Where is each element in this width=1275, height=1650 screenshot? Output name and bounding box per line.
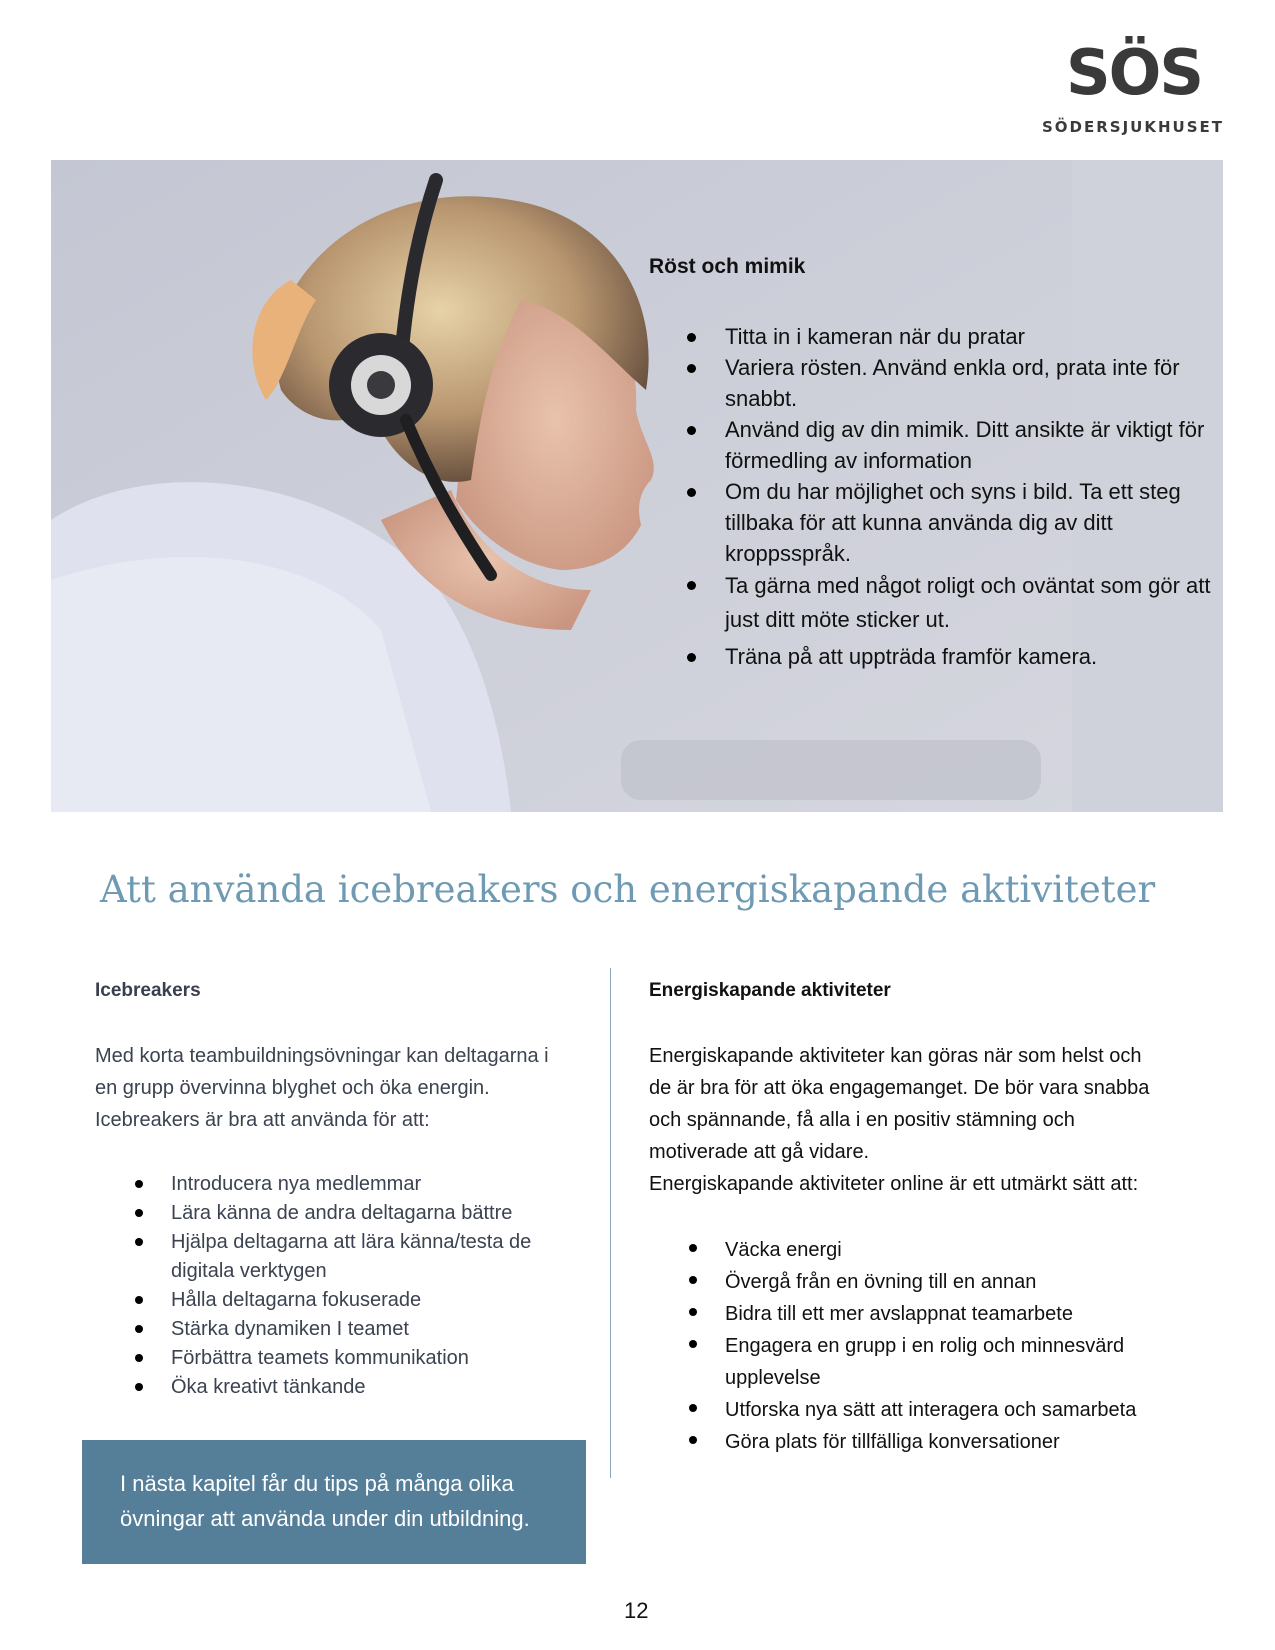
column-divider	[610, 968, 611, 1478]
paragraph-line: Energiskapande aktiviteter online är ett utmärkt sätt att:	[649, 1173, 1139, 1195]
hero-image	[51, 160, 1223, 812]
paragraph-line: de är bra för att öka engagemanget. De bör vara snabba	[649, 1077, 1150, 1099]
list-item: Engagera en grupp i en rolig och minnesvärd upplevelse	[725, 1330, 1209, 1394]
list-item: Om du har möjlighet och syns i bild. Ta ett steg tillbaka för att kunna använda dig av ditt kroppsspråk.	[725, 476, 1223, 569]
icebreakers-paragraph	[95, 1040, 595, 1136]
list-item: Göra plats för tillfälliga konversationer	[725, 1426, 1209, 1458]
list-item: Hålla deltagarna fokuserade	[171, 1286, 595, 1315]
voice-and-mimic-list	[649, 321, 1223, 672]
sodersjukhuset-logo	[1030, 38, 1230, 138]
paragraph-line: och spännande, få alla i en positiv stämning och	[649, 1109, 1075, 1131]
list-item: Lära känna de andra deltagarna bättre	[171, 1199, 595, 1228]
icebreakers-list	[95, 1170, 595, 1402]
page-number: 12	[624, 1598, 649, 1623]
paragraph-line: en grupp övervinna blyghet och öka energin.	[95, 1077, 490, 1099]
voice-and-mimic-heading: Röst och mimik	[649, 255, 806, 278]
list-item: Utforska nya sätt att interagera och samarbeta	[725, 1394, 1209, 1426]
list-item: Väcka energi	[725, 1234, 1209, 1266]
next-chapter-callout	[82, 1440, 586, 1564]
energizers-column	[649, 980, 1209, 1458]
list-item: Introducera nya medlemmar	[171, 1170, 595, 1199]
list-item: Använd dig av din mimik. Ditt ansikte är viktigt för förmedling av information	[725, 414, 1223, 476]
logo-wordmark: SÖS	[1066, 36, 1203, 109]
list-item: Övergå från en övning till en annan	[725, 1266, 1209, 1298]
voice-and-mimic-box	[649, 255, 1223, 672]
callout-line: övningar att använda under din utbildning.	[120, 1506, 530, 1531]
icebreakers-column	[95, 980, 595, 1402]
energizers-paragraph	[649, 1040, 1209, 1200]
list-item: Titta in i kameran när du pratar	[725, 321, 1223, 352]
list-item: Bidra till ett mer avslappnat teamarbete	[725, 1298, 1209, 1330]
list-item: Hjälpa deltagarna att lära känna/testa de digitala verktygen	[171, 1228, 595, 1286]
paragraph-line: Energiskapande aktiviteter kan göras när som helst och	[649, 1045, 1142, 1067]
callout-line: I nästa kapitel får du tips på många olika	[120, 1471, 514, 1496]
list-item: Ta gärna med något roligt och oväntat som gör att just ditt möte sticker ut.	[725, 569, 1223, 637]
section-title: Att använda icebreakers och energiskapande aktiviteter	[100, 868, 1156, 911]
list-item: Öka kreativt tänkande	[171, 1373, 595, 1402]
logo-subtitle: SÖDERSJUKHUSET	[1042, 118, 1225, 136]
energizers-list	[649, 1234, 1209, 1458]
list-item: Stärka dynamiken I teamet	[171, 1315, 595, 1344]
paragraph-line: motiverade att gå vidare.	[649, 1141, 870, 1163]
energizers-heading: Energiskapande aktiviteter	[649, 980, 891, 1001]
list-item: Variera rösten. Använd enkla ord, prata inte för snabbt.	[725, 352, 1223, 414]
paragraph-line: Med korta teambuildningsövningar kan deltagarna i	[95, 1045, 549, 1067]
list-item: Träna på att uppträda framför kamera.	[725, 641, 1223, 672]
paragraph-line: Icebreakers är bra att använda för att:	[95, 1109, 430, 1131]
icebreakers-heading: Icebreakers	[95, 980, 201, 1001]
list-item: Förbättra teamets kommunikation	[171, 1344, 595, 1373]
